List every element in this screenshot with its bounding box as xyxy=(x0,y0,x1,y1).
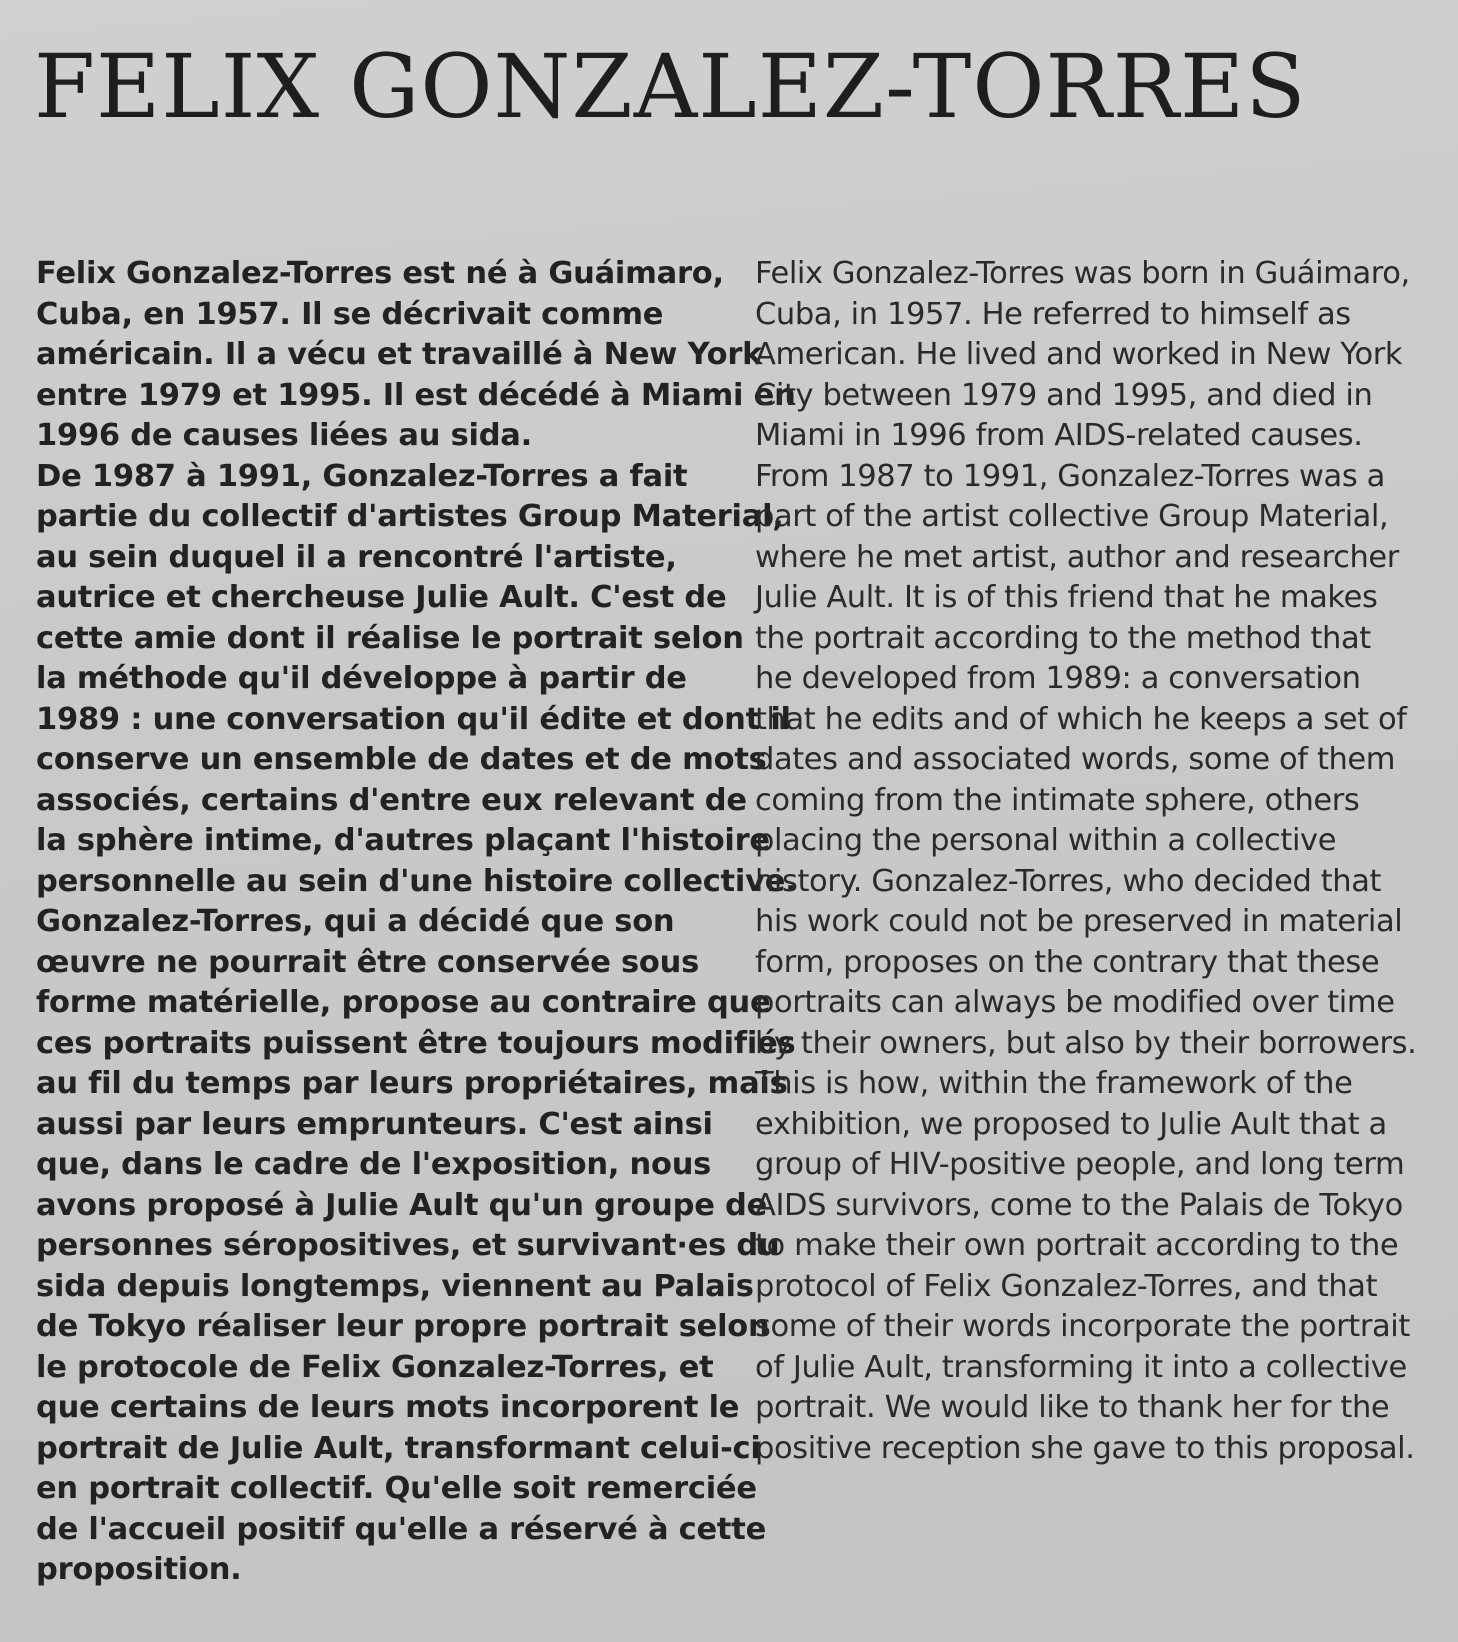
french-line: Cuba, en 1957. Il se décrivait comme xyxy=(36,296,664,332)
english-text-column xyxy=(755,254,1415,1469)
english-line: form, proposes on the contrary that these xyxy=(755,944,1380,980)
english-line: Miami in 1996 from AIDS-related causes. xyxy=(755,418,1363,453)
french-line: partie du collectif d'artistes Group Material, xyxy=(36,499,784,534)
artist-title: FELIX GONZALEZ-TORRES xyxy=(34,35,1307,138)
french-line: sida depuis longtemps, viennent au Palais xyxy=(36,1268,754,1304)
french-line: portrait de Julie Ault, transformant celui-ci xyxy=(36,1430,761,1466)
french-line: de Tokyo réaliser leur propre portrait selon xyxy=(36,1309,770,1344)
french-line: aussi par leurs emprunteurs. C'est ainsi xyxy=(36,1106,713,1142)
french-paragraph xyxy=(36,254,797,1591)
english-line: of Julie Ault, transforming it into a collective xyxy=(755,1349,1407,1385)
english-line: This is how, within the framework of the xyxy=(755,1066,1353,1101)
french-line: que certains de leurs mots incorporent le xyxy=(36,1390,740,1425)
french-line: le protocole de Felix Gonzalez-Torres, et xyxy=(36,1349,714,1385)
french-line: la sphère intime, d'autres plaçant l'histoire xyxy=(36,823,770,858)
english-line: coming from the intimate sphere, others xyxy=(755,782,1360,818)
french-line: De 1987 à 1991, Gonzalez-Torres a fait xyxy=(36,458,688,494)
french-line: Gonzalez-Torres, qui a décidé que son xyxy=(36,904,675,939)
french-line: cette amie dont il réalise le portrait selon xyxy=(36,620,744,656)
english-line: placing the personal within a collective xyxy=(755,823,1337,858)
french-line: conserve un ensemble de dates et de mots xyxy=(36,742,767,777)
french-line: en portrait collectif. Qu'elle soit remerciée xyxy=(36,1471,757,1506)
english-line: Felix Gonzalez-Torres was born in Guáimaro, xyxy=(755,256,1410,291)
english-line: he developed from 1989: a conversation xyxy=(755,661,1361,696)
french-line: œuvre ne pourrait être conservée sous xyxy=(36,944,699,980)
french-line: la méthode qu'il développe à partir de xyxy=(36,661,687,696)
french-line: personnes séropositives, et survivant·es du xyxy=(36,1228,780,1263)
english-line: Cuba, in 1957. He referred to himself as xyxy=(755,296,1351,332)
english-line: City between 1979 and 1995, and died in xyxy=(755,377,1373,413)
english-line: dates and associated words, some of them xyxy=(755,742,1396,777)
french-line: au sein duquel il a rencontré l'artiste, xyxy=(36,539,677,575)
english-line: history. Gonzalez-Torres, who decided that xyxy=(755,863,1382,899)
english-line: American. He lived and worked in New York xyxy=(755,337,1403,372)
english-line: portrait. We would like to thank her for the xyxy=(755,1390,1390,1425)
french-text-column xyxy=(36,254,797,1591)
french-line: Felix Gonzalez-Torres est né à Guáimaro, xyxy=(36,256,724,291)
french-line: entre 1979 et 1995. Il est décédé à Miami en xyxy=(36,377,796,413)
french-line: 1996 de causes liées au sida. xyxy=(36,418,532,453)
french-line: avons proposé à Julie Ault qu'un groupe de xyxy=(36,1187,768,1223)
french-line: 1989 : une conversation qu'il édite et dont il xyxy=(36,701,791,737)
french-line: ces portraits puissent être toujours modifiés xyxy=(36,1025,796,1061)
english-line: to make their own portrait according to the xyxy=(755,1228,1399,1263)
french-line: associés, certains d'entre eux relevant de xyxy=(36,782,747,818)
english-line: positive reception she gave to this proposal. xyxy=(755,1430,1415,1466)
english-line: Julie Ault. It is of this friend that he makes xyxy=(755,580,1378,615)
french-line: américain. Il a vécu et travaillé à New York xyxy=(36,337,763,372)
english-line: some of their words incorporate the portrait xyxy=(755,1309,1410,1344)
english-line: his work could not be preserved in material xyxy=(755,904,1403,939)
french-line: personnelle au sein d'une histoire collective. xyxy=(36,863,797,899)
english-line: protocol of Felix Gonzalez-Torres, and that xyxy=(755,1268,1378,1304)
french-line: proposition. xyxy=(36,1552,242,1587)
english-line: that he edits and of which he keeps a set of xyxy=(755,701,1407,737)
french-line: au fil du temps par leurs propriétaires, mais xyxy=(36,1066,788,1101)
french-line: que, dans le cadre de l'exposition, nous xyxy=(36,1147,712,1182)
french-line: de l'accueil positif qu'elle a réservé à cette xyxy=(36,1511,767,1547)
english-line: the portrait according to the method that xyxy=(755,620,1371,656)
french-line: autrice et chercheuse Julie Ault. C'est de xyxy=(36,580,727,615)
english-paragraph xyxy=(755,254,1415,1469)
english-line: group of HIV-positive people, and long term xyxy=(755,1147,1405,1182)
english-line: From 1987 to 1991, Gonzalez-Torres was a xyxy=(755,458,1385,494)
english-line: part of the artist collective Group Material, xyxy=(755,499,1389,534)
english-line: exhibition, we proposed to Julie Ault that a xyxy=(755,1106,1387,1142)
english-line: AIDS survivors, come to the Palais de Tokyo xyxy=(755,1187,1403,1223)
french-line: forme matérielle, propose au contraire que xyxy=(36,985,771,1020)
english-line: portraits can always be modified over time xyxy=(755,985,1395,1020)
english-line: by their owners, but also by their borrowers. xyxy=(755,1025,1417,1061)
english-line: where he met artist, author and researcher xyxy=(755,539,1399,575)
